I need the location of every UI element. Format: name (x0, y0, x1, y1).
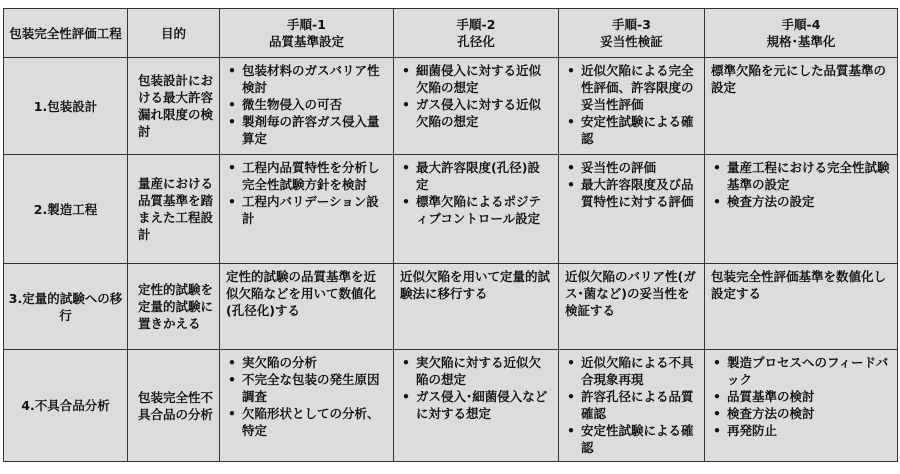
process-cell: 1.包装設計 (4, 58, 128, 155)
list-item: • 実欠陥の分析 (226, 354, 387, 371)
table-row (4, 155, 898, 264)
header-step1: 手順-1 品質基準設定 (220, 9, 394, 58)
step2-cell (394, 155, 559, 264)
step4-cell (705, 155, 898, 264)
header-row (4, 9, 898, 58)
step4-cell: 標準欠陥を元にした品質基準の設定 (705, 58, 898, 155)
list-item: • 妥当性の評価 (565, 159, 698, 176)
purpose-cell: 包装設計における最大許容漏れ限度の検討 (128, 58, 220, 155)
list-item: • 工程内品質特性を分析し完全性試験方針を検討 (226, 159, 387, 193)
step3-cell (559, 58, 705, 155)
list-item: • 近似欠陥による不具合現象再現 (565, 354, 698, 388)
list-item: • 再発防止 (711, 422, 891, 439)
header-process: 包装完全性評価工程 (4, 9, 128, 58)
step3-cell (559, 350, 705, 462)
list-item: • 標準欠陥によるポジティブコントロール設定 (400, 193, 552, 227)
list-item: • 検査方法の設定 (711, 193, 891, 210)
table-row (4, 264, 898, 350)
evaluation-table (3, 8, 898, 462)
list-item: • 安定性試験による確認 (565, 113, 698, 147)
step3-cell: 近似欠陥のバリア性(ガス･菌など)の妥当性を検証する (559, 264, 705, 350)
process-cell: 3.定量的試験への移行 (4, 264, 128, 350)
list-item: • 欠陥形状としての分析、特定 (226, 405, 387, 439)
list-item: • 検査方法の検討 (711, 405, 891, 422)
step1-cell (220, 155, 394, 264)
list-item: • ガス侵入･細菌侵入などに対する想定 (400, 388, 552, 422)
table-row (4, 350, 898, 462)
step1-cell (220, 58, 394, 155)
step2-cell (394, 350, 559, 462)
step3-cell (559, 155, 705, 264)
list-item: • 製剤毎の許容ガス侵入量算定 (226, 113, 387, 147)
list-item: • 微生物侵入の可否 (226, 96, 387, 113)
purpose-cell: 定性的試験を定量的試験に置きかえる (128, 264, 220, 350)
list-item: • 工程内バリデーション設計 (226, 193, 387, 227)
list-item: • 最大許容限度(孔径)設定 (400, 159, 552, 193)
list-item: • 許容孔径による品質確認 (565, 388, 698, 422)
step2-cell (394, 58, 559, 155)
list-item: • 近似欠陥による完全性評価、許容限度の妥当性評価 (565, 62, 698, 113)
step1-cell: 定性的試験の品質基準を近似欠陥などを用いて数値化(孔径化)する (220, 264, 394, 350)
step4-cell (705, 350, 898, 462)
list-item: • 不完全な包装の発生原因調査 (226, 371, 387, 405)
step1-cell (220, 350, 394, 462)
purpose-cell: 包装完全性不具合品の分析 (128, 350, 220, 462)
header-step2: 手順-2 孔径化 (394, 9, 559, 58)
step2-cell: 近似欠陥を用いて定量的試験法に移行する (394, 264, 559, 350)
list-item: • ガス侵入に対する近似欠陥の想定 (400, 96, 552, 130)
header-purpose: 目的 (128, 9, 220, 58)
list-item: • 安定性試験による確認 (565, 422, 698, 456)
list-item: • 実欠陥に対する近似欠陥の想定 (400, 354, 552, 388)
list-item: • 製造プロセスへのフィードバック (711, 354, 891, 388)
header-step3: 手順-3 妥当性検証 (559, 9, 705, 58)
process-cell: 2.製造工程 (4, 155, 128, 264)
list-item: • 量産工程における完全性試験基準の設定 (711, 159, 891, 193)
list-item: • 品質基準の検討 (711, 388, 891, 405)
process-cell: 4.不具合品分析 (4, 350, 128, 462)
step4-cell: 包装完全性評価基準を数値化し設定する (705, 264, 898, 350)
purpose-cell: 量産における品質基準を踏まえた工程設計 (128, 155, 220, 264)
list-item: • 最大許容限度及び品質特性に対する評価 (565, 176, 698, 210)
header-step4: 手順-4 規格･基準化 (705, 9, 898, 58)
table-row (4, 58, 898, 155)
list-item: • 包装材料のガスバリア性検討 (226, 62, 387, 96)
list-item: • 細菌侵入に対する近似欠陥の想定 (400, 62, 552, 96)
